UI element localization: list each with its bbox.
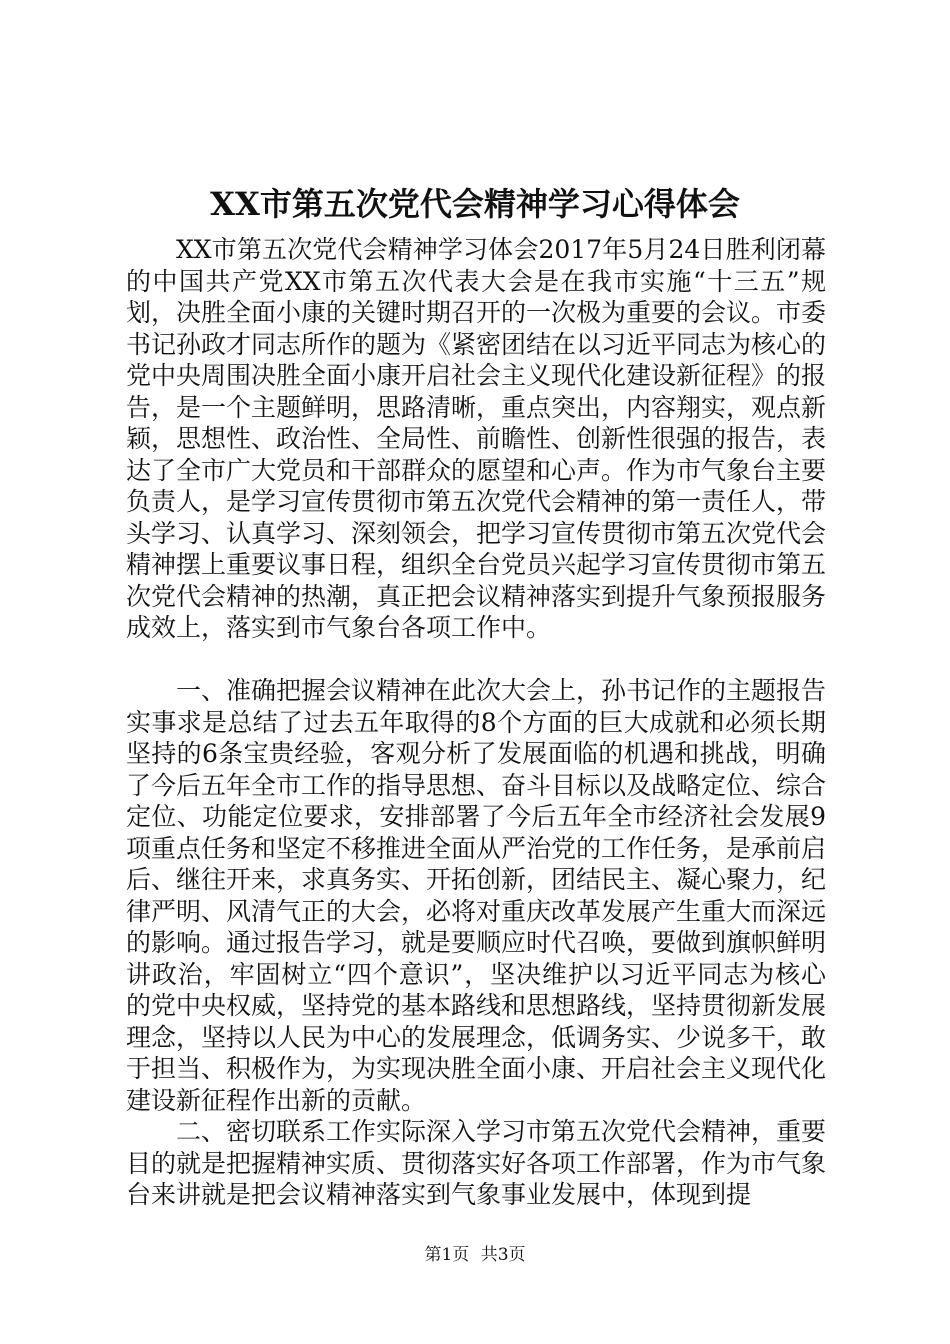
page-total: 共3页 [480,1245,526,1265]
page-number: 第1页 [424,1245,470,1265]
paragraph-section-one: 一、准确把握会议精神在此次大会上，孙书记作的主题报告实事求是总结了过去五年取得的8个方面的巨大成就和必须长期坚持的6条宝贵经验，客观分析了发展面临的机遇和挑战，明确了今后五年全市工作的指导思想、奋斗目标以及战略定位、综合定位、功能定位要求，安排部署了今后五年全市经济社会发展9项重点任务和坚定不移推进全面从严治党的工作任务，是承前启后、继往开来，求真务实、开拓创新，团结民主、凝心聚力，纪律严明、风清气正的大会，必将对重庆改革发展产生重大而深远的影响。通过报告学习，就是要顺应时代召唤，要做到旗帜鲜明讲政治，牢固树立“四个意识”，坚决维护以习近平同志为核心的党中央权威，坚持党的基本路线和思想路线，坚持贯彻新发展理念，坚持以人民为中心的发展理念，低调务实、少说多干，敢于担当、积极作为，为实现决胜全面小康、开启社会主义现代化建设新征程作出新的贡献。 [126,676,827,1115]
page-footer [0,1244,950,1266]
paragraph-intro: XX市第五次党代会精神学习体会2017年5月24日胜利闭幕的中国共产党XX市第五次代表大会是在我市实施“十三五”规划，决胜全面小康的关键时期召开的一次极为重要的会议。市委书记孙政才同志所作的题为《紧密团结在以习近平同志为核心的党中央周围决胜全面小康开启社会主义现代化建设新征程》的报告，是一个主题鲜明，思路清晰，重点突出，内容翔实，观点新颖，思想性、政治性、全局性、前瞻性、创新性很强的报告，表达了全市广大党员和干部群众的愿望和心声。作为市气象台主要负责人，是学习宣传贯彻市第五次党代会精神的第一责任人，带头学习、认真学习、深刻领会，把学习宣传贯彻市第五次党代会精神摆上重要议事日程，组织全台党员兴起学习宣传贯彻市第五次党代会精神的热潮，真正把会议精神落实到提升气象预报服务成效上，落实到市气象台各项工作中。 [126,235,827,642]
document-title: XX市第五次党代会精神学习心得体会 [210,185,740,223]
paragraph-spacer [126,644,826,676]
paragraph-section-two: 二、密切联系工作实际深入学习市第五次党代会精神，重要目的就是把握精神实质、贯彻落实好各项工作部署，作为市气象台来讲就是把会议精神落实到气象事业发展中，体现到提 [126,1117,827,1209]
document-body [126,234,826,1211]
